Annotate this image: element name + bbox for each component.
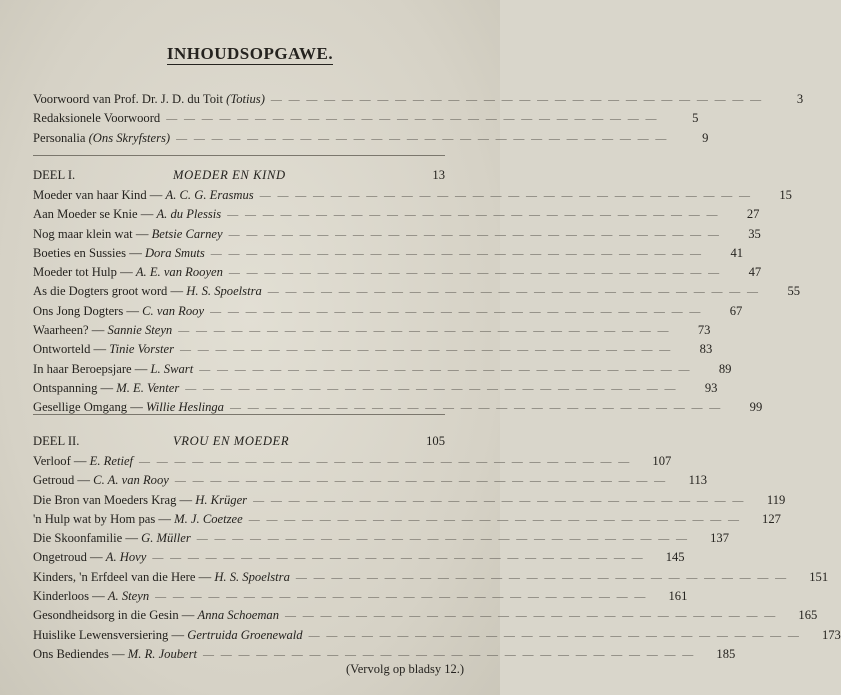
page-number: 127	[762, 511, 781, 526]
entry-author: M. E. Venter	[116, 380, 180, 395]
leader-dashes: — — — — — — — — — — — — — — — — — — — — — — — — — — — —	[229, 402, 723, 415]
entry-title: Gesellige Omgang —	[33, 400, 146, 415]
entry-title: Ons Bediendes —	[33, 646, 128, 661]
entry-title: As die Dogters groot word —	[33, 284, 187, 299]
entry-title: Waarheen? —	[33, 323, 108, 338]
entry-title: Verloof —	[33, 454, 90, 468]
entry-author: A. Steyn	[107, 589, 150, 604]
entry-title: Huislike Lewensversiering —	[33, 627, 188, 642]
page-number: 47	[748, 265, 762, 280]
leader-dashes: — — — — — — — — — — — — — — — — — — — — — — — — — — — —	[196, 533, 690, 546]
divider	[33, 155, 445, 156]
entry-title: Die Skoonfamilie —	[33, 531, 142, 546]
entry-title: Nog maar klein wat —	[33, 226, 152, 241]
entry-title: Ongetroud —	[33, 550, 106, 565]
leader-dashes: — — — — — — — — — — — — — — — — — — — — — — — — — — — —	[227, 209, 720, 222]
divider	[33, 414, 445, 415]
page-number: 3	[796, 92, 804, 106]
page-number: 15	[779, 188, 792, 202]
leader-dashes: — — — — — — — — — — — — — — — — — — — — — — — — — — — —	[228, 267, 722, 280]
entry-author: C. van Rooy	[142, 303, 205, 318]
leader-dashes: — — — — — — — — — — — — — — — — — — — — — — — — — — — —	[199, 363, 692, 376]
part-label: DEEL II.	[33, 434, 80, 448]
leader-dashes: — — — — — — — — — — — — — — — — — — — — — — — — — — — —	[253, 494, 746, 507]
entry-author: H. S. Spoelstra	[214, 569, 290, 584]
entry-title: Ons Jong Dogters —	[33, 303, 143, 318]
page-number: 55	[787, 284, 801, 299]
entry-author: Tinie Vorster	[109, 342, 174, 357]
entry-title: Redaksionele Voorwoord	[33, 111, 161, 126]
entry-author: C. A. van Rooy	[93, 473, 169, 488]
entry-title: Boeties en Sussies —	[33, 245, 145, 260]
entry-title: Kinderloos —	[33, 589, 108, 604]
leader-dashes: — — — — — — — — — — — — — — — — — — — — — — — — — — — —	[259, 190, 752, 202]
leader-dashes: — — — — — — — — — — — — — — — — — — — — — — — — — — — —	[176, 132, 669, 145]
toc-entry	[33, 360, 732, 379]
entry-author: Anna Schoeman	[197, 608, 280, 623]
page-number: 165	[798, 608, 818, 623]
toc-entry	[33, 186, 792, 205]
page-number: 173	[821, 627, 841, 642]
leader-dashes: — — — — — — — — — — — — — — — — — — — — — — — — — — — —	[174, 475, 668, 488]
toc-entry	[33, 529, 730, 548]
page-number: 89	[718, 361, 732, 376]
entry-title: Voorwoord van Prof. Dr. J. D. du Toit	[33, 92, 227, 106]
page-number: 5	[692, 111, 699, 126]
toc-entry	[33, 225, 761, 244]
part-label: DEEL I.	[33, 168, 76, 182]
page-number: 107	[652, 454, 672, 468]
entry-title: Ontworteld —	[33, 342, 110, 357]
entry-author: Betsie Carney	[151, 226, 223, 241]
entry-title: Moeder van haar Kind —	[33, 188, 166, 202]
toc-entry	[33, 263, 762, 282]
toc-entry	[33, 587, 688, 606]
leader-dashes: — — — — — — — — — — — — — — — — — — — — — — — — — — — —	[210, 305, 703, 318]
page-number: 137	[710, 531, 730, 546]
toc-entry	[33, 452, 672, 471]
entry-author: L. Swart	[150, 361, 194, 376]
leader-dashes: — — — — — — — — — — — — — — — — — — — — — — — — — — — —	[308, 629, 801, 642]
entry-author: M. R. Joubert	[127, 646, 198, 661]
leader-dashes: — — — — — — — — — — — — — — — — — — — — — — — — — — — —	[270, 94, 764, 106]
entry-author: H. S. Spoelstra	[186, 284, 262, 299]
toc-entry	[33, 321, 711, 340]
page-number: 9	[702, 130, 709, 145]
toc-entry	[33, 205, 760, 224]
toc-entry	[33, 109, 699, 128]
entry-author: E. Retief	[89, 454, 134, 468]
entry-title: Die Bron van Moeders Krag —	[33, 492, 196, 507]
leader-dashes: — — — — — — — — — — — — — — — — — — — — — — — — — — — —	[166, 113, 659, 126]
page-number: 185	[716, 646, 736, 661]
entry-title: Aan Moeder se Knie —	[33, 207, 157, 222]
entry-title: Gesondheidsorg in die Gesin —	[33, 608, 198, 623]
page-number: 73	[697, 323, 711, 338]
toc-entry	[33, 129, 709, 148]
page-number: 27	[746, 207, 760, 222]
part-1	[33, 164, 801, 418]
toc-entry	[33, 244, 744, 263]
part-title: MOEDER EN KIND	[173, 168, 286, 182]
leader-dashes: — — — — — — — — — — — — — — — — — — — — — — — — — — — —	[139, 456, 632, 468]
page-number: 161	[668, 589, 688, 604]
continued-note: (Vervolg op bladsy 12.)	[345, 662, 464, 676]
entry-title: Personalia	[33, 130, 89, 145]
toc-entry	[33, 340, 713, 359]
entry-author: Gertruida Groenewald	[187, 627, 303, 642]
toc-entry	[33, 471, 708, 490]
entry-author: G. Müller	[141, 531, 191, 546]
entry-author: Willie Heslinga	[145, 400, 224, 415]
entry-author: (Ons Skryfsters)	[88, 130, 171, 145]
entry-title: Getroud —	[33, 473, 94, 488]
leader-dashes: — — — — — — — — — — — — — — — — — — — — — — — — — — — —	[180, 344, 673, 357]
entry-author: Sannie Steyn	[107, 323, 173, 338]
page-number: 151	[809, 569, 829, 584]
page-number: 113	[688, 473, 708, 488]
toc-entry	[33, 90, 804, 109]
part-heading	[33, 164, 445, 186]
page-number: 35	[748, 226, 761, 241]
entry-author: H. Krüger	[195, 492, 248, 507]
leader-dashes: — — — — — — — — — — — — — — — — — — — — — — — — — — — —	[267, 286, 761, 299]
entry-author: A. E. van Rooyen	[135, 265, 223, 280]
toc-entry	[33, 379, 718, 398]
page-number: 145	[665, 550, 685, 565]
entry-author: A. Hovy	[105, 550, 147, 565]
entry-title: Kinders, 'n Erfdeel van die Here —	[33, 569, 215, 584]
entry-author: M. J. Coetzee	[174, 511, 243, 526]
page-number: 93	[704, 380, 718, 395]
leader-dashes: — — — — — — — — — — — — — — — — — — — — — — — — — — — —	[155, 591, 648, 604]
toc-entry	[33, 491, 786, 510]
page-number: 67	[729, 303, 743, 318]
entry-author: A. C. G. Erasmus	[165, 188, 254, 202]
entry-title: In haar Beroepsjare —	[33, 361, 151, 376]
entry-author: A. du Plessis	[156, 207, 222, 222]
part-title: VROU EN MOEDER	[173, 434, 290, 448]
leader-dashes: — — — — — — — — — — — — — — — — — — — — — — — — — — — —	[152, 552, 645, 565]
entry-title: Moeder tot Hulp —	[33, 265, 136, 280]
part-2	[33, 430, 841, 664]
toc-entry	[33, 282, 801, 301]
leader-dashes: — — — — — — — — — — — — — — — — — — — — — — — — — — — —	[203, 648, 696, 661]
leader-dashes: — — — — — — — — — — — — — — — — — — — — — — — — — — — —	[228, 228, 721, 241]
page-title: INHOUDSOPGAWE.	[166, 44, 334, 63]
entry-author: (Totius)	[226, 92, 265, 106]
page-number: 41	[730, 245, 744, 260]
page-number: 13	[432, 168, 445, 182]
front-matter-list	[33, 90, 804, 148]
leader-dashes: — — — — — — — — — — — — — — — — — — — — — — — — — — — —	[185, 382, 678, 395]
leader-dashes: — — — — — — — — — — — — — — — — — — — — — — — — — — — —	[210, 247, 704, 260]
entry-title: Ontspanning —	[33, 380, 117, 395]
leader-dashes: — — — — — — — — — — — — — — — — — — — — — — — — — — — —	[295, 571, 789, 584]
page-number: 119	[766, 492, 786, 507]
leader-dashes: — — — — — — — — — — — — — — — — — — — — — — — — — — — —	[285, 610, 778, 623]
leader-dashes: — — — — — — — — — — — — — — — — — — — — — — — — — — — —	[178, 325, 671, 338]
toc-entry	[33, 548, 685, 567]
entry-author: Dora Smuts	[144, 245, 205, 260]
entry-title: 'n Hulp wat by Hom pas —	[33, 511, 175, 526]
page-number: 105	[426, 434, 445, 448]
leader-dashes: — — — — — — — — — — — — — — — — — — — — — — — — — — — —	[248, 513, 741, 526]
toc-entry	[33, 626, 841, 645]
page-number: 83	[699, 342, 713, 357]
toc-entry	[33, 510, 781, 529]
toc-entry	[33, 606, 818, 625]
toc-entry	[33, 568, 829, 587]
part-heading	[33, 430, 445, 452]
toc-entry	[33, 302, 743, 321]
page-number: 99	[749, 400, 763, 415]
